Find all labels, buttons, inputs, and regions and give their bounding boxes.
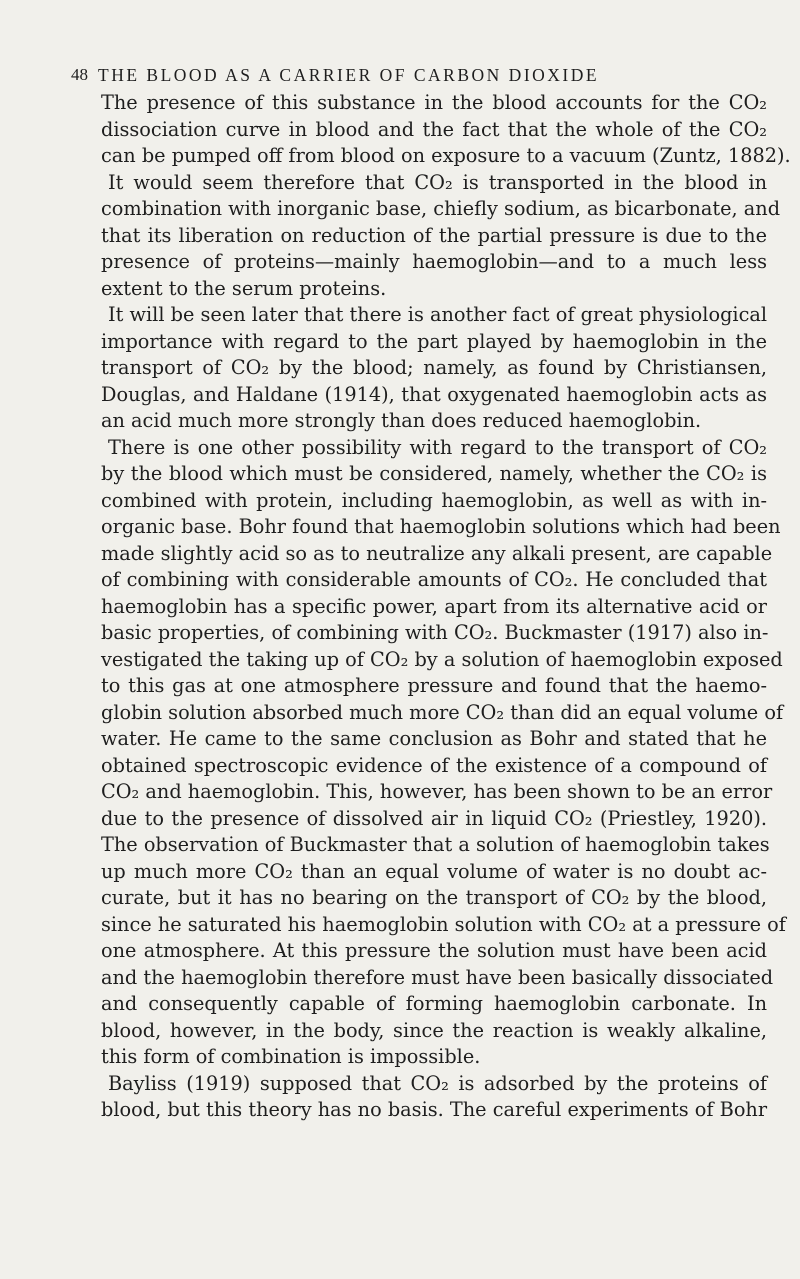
text-line: this form of combination is impossible. — [101, 1045, 481, 1068]
text-line: water. He came to the same conclusion as Bohr and stated that he — [101, 727, 767, 750]
text-line: There is one other possibility with regard to the transport of CO₂ — [108, 435, 767, 459]
text-line: importance with regard to the part played by haemoglobin in the — [101, 329, 767, 353]
text-line: up much more CO₂ than an equal volume of water is no doubt ac- — [101, 859, 767, 883]
text-line: blood, however, in the body, since the reaction is weakly alkaline, — [101, 1018, 767, 1042]
text-line: obtained spectroscopic evidence of the existence of a compound of — [101, 753, 767, 777]
text-line: and the haemoglobin therefore must have been basically dissociated — [101, 965, 774, 989]
text-line: haemoglobin has a specific power, apart from its alternative acid or — [101, 594, 767, 618]
text-line: The presence of this substance in the blood accounts for the CO₂ — [101, 91, 767, 114]
text-line: transport of CO₂ by the blood; namely, as found by Christiansen, — [101, 356, 767, 379]
text-line: blood, but this theory has no basis. The careful experiments of Bohr — [101, 1098, 768, 1121]
text-line: combination with inorganic base, chiefly sodium, as bicarbonate, and — [101, 197, 781, 220]
text-line: by the blood which must be considered, namely, whether the CO₂ is — [101, 462, 767, 485]
page-header — [71, 62, 771, 88]
text-line: vestigated the taking up of CO₂ by a solution of haemoglobin exposed — [101, 647, 783, 671]
text-line: made slightly acid so as to neutralize any alkali present, are capable — [101, 541, 773, 565]
text-line: an acid much more strongly than does reduced haemoglobin. — [101, 409, 702, 432]
text-line: globin solution absorbed much more CO₂ than did an equal volume of — [101, 700, 784, 724]
running-head: THE BLOOD AS A CARRIER OF CARBON DIOXIDE — [98, 65, 600, 85]
text-line: basic properties, of combining with CO₂. Buckmaster (1917) also in- — [101, 621, 769, 644]
text-line: Bayliss (1919) supposed that CO₂ is adsorbed by the proteins of — [108, 1071, 767, 1095]
text-line: one atmosphere. At this pressure the solution must have been acid — [101, 939, 767, 962]
text-line: curate, but it has no bearing on the transport of CO₂ by the blood, — [101, 886, 767, 909]
text-line: of combining with considerable amounts of CO₂. He concluded that — [101, 568, 767, 591]
text-line: can be pumped off from blood on exposure to a vacuum (Zuntz, 1882). — [101, 144, 791, 167]
body-text — [101, 90, 791, 1124]
text-line: presence of proteins—mainly haemoglobin—and to a much less — [101, 250, 767, 273]
text-line: that its liberation on reduction of the partial pressure is due to the — [101, 223, 767, 247]
text-line: to this gas at one atmosphere pressure and found that the haemo- — [101, 674, 767, 697]
text-line: dissociation curve in blood and the fact that the whole of the CO₂ — [101, 117, 767, 141]
text-line: and consequently capable of forming haemoglobin carbonate. In — [101, 992, 767, 1015]
text-line: extent to the serum proteins. — [101, 276, 387, 300]
page-number: 48 — [71, 65, 88, 84]
text-line: combined with protein, including haemoglobin, as well as with in- — [101, 488, 767, 512]
text-line: Douglas, and Haldane (1914), that oxygenated haemoglobin acts as — [101, 382, 767, 406]
text-line: since he saturated his haemoglobin solution with CO₂ at a pressure of — [101, 912, 786, 936]
text-line: It would seem therefore that CO₂ is transported in the blood in — [108, 170, 767, 194]
text-line: due to the presence of dissolved air in liquid CO₂ (Priestley, 1920). — [101, 806, 767, 830]
text-line: organic base. Bohr found that haemoglobin solutions which had been — [101, 515, 781, 538]
text-line: It will be seen later that there is another fact of great physiological — [108, 303, 768, 326]
text-line: CO₂ and haemoglobin. This, however, has been shown to be an error — [101, 780, 773, 803]
text-line: The observation of Buckmaster that a solution of haemoglobin takes — [101, 833, 770, 856]
